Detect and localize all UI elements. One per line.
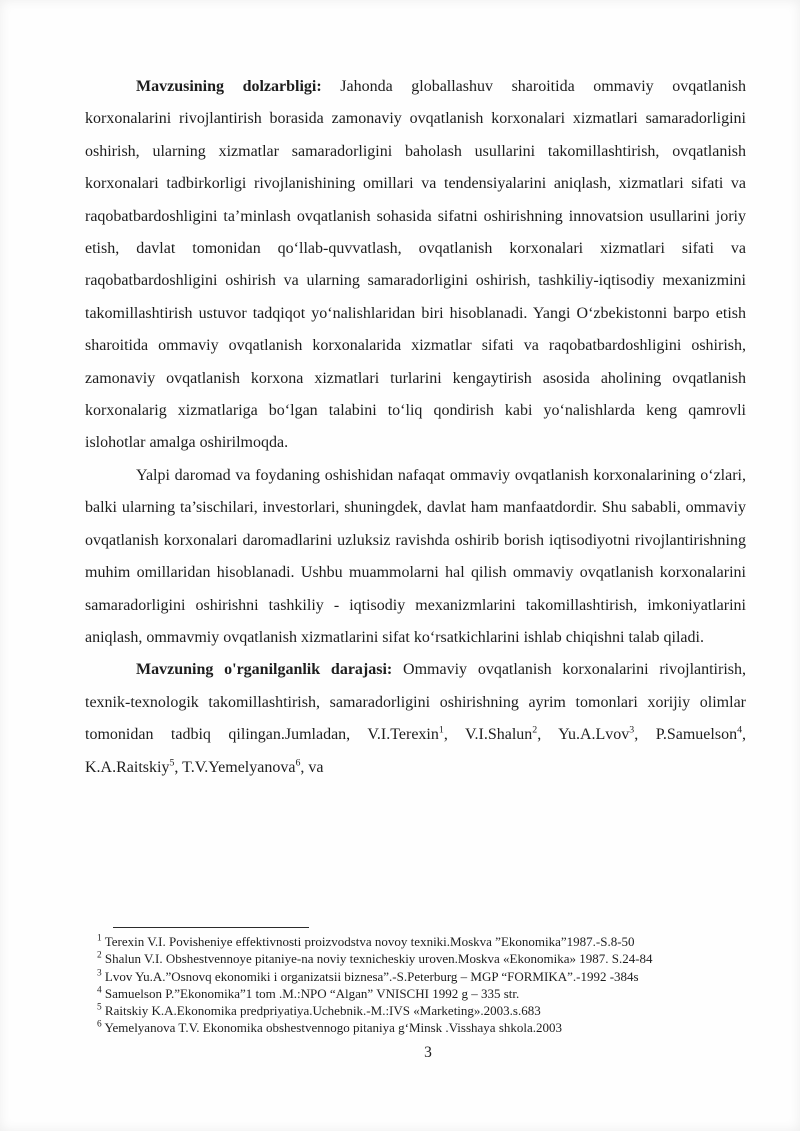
author-name: K.A.Raitskiy [85,758,170,776]
footnote-item [97,968,747,985]
author-ref [367,726,447,743]
footnotes-list [97,933,747,1037]
paragraph-study-degree [85,654,746,784]
footnote-ref-sup: 2 [532,724,538,736]
footnote-marker: 3 [97,968,102,979]
author-name: V.I.Terexin [367,726,439,744]
page-number: 3 [424,1044,432,1061]
paragraph-topicality-text: Jahonda globallashuv sharoitida ommaviy ovqatlanish korxonalarini rivojlantirish borasida zamonaviy ovqatlanish korxonalari xizmatlari samaradorligini oshirish, ularning xizmatlar samaradorligini baholash usullarini takomillashtirish, ovqatlanish korxonalari tadbirkorligi rivojlanishining omillari va tendensiyalarini aniqlash, xizmatlari sifati va raqobatbardoshligini ta’minlash ovqatlanish sohasida sifatni oshirishning innovatsion usullarini joriy etish, davlat tomonidan qo‘llab-quvvatlash, ovqatlanish korxonalari xizmatlari sifati va raqobatbardoshligini oshirish va ularning samaradorligini oshirish, tashkiliy-iqtisodiy mexanizmini takomillashtirish ustuvor tadqiqot yo‘nalishlaridan biri hisoblanadi. Yangi O‘zbekistonni barpo etish sharoitida ommaviy ovqatlanish korxonalarida xizmatlar sifati va raqobatbardoshligini oshirish, zamonaviy ovqatlanish korxona xizmatlari turlarini kengaytirish asosida aholining ovqatlanish korxonalarig xizmatlariga bo‘lgan talabini to‘liq qondirish kabi yo‘nalishlarda keng qamrovli islohotlar amalga oshirilmoqda. [85,78,746,452]
author-name: P.Samuelson [655,726,738,744]
footnote-text: Samuelson P.”Ekonomika”1 tom .M.:NPO “Algan” VNISCHI 1992 g – 335 str. [104,985,520,1001]
author-name: Yu.A.Lvov [558,726,630,744]
footnote-marker: 4 [97,985,102,996]
footnote-marker: 1 [97,933,102,944]
footnote-text: Lvov Yu.A.”Osnovq ekonomiki i organizatsii biznesa”.-S.Peterburg – MGP “FORMIKA”.-1992 -384s [104,968,639,984]
footnote-item [97,1002,747,1019]
paragraph-gross-income-text: Yalpi daromad va foydaning oshishidan nafaqat ommaviy ovqatlanish korxonalarining o‘zlari, balki ularning ta’sischilari, investorlari, shuningdek, davlat ham manfaatdordir. Shu sababli, ommaviy ovqatlanish korxonalari daromadlarini uzluksiz ravishda oshirib borish iqtisodiyotni rivojlantirishning muhim omillaridan hisoblanadi. Ushbu muammolarni hal qilish ommaviy ovqatlanish korxonalarini samaradorligini oshirishni tashkiliy - iqtisodiy mexanizmlarini takomillashtirish, imkoniyatlarini aniqlash, ommavmiy ovqatlanish xizmatlarini sifat ko‘rsatkichlarini ishlab chiqishni talab qiladi. [85,466,746,646]
footnote-marker: 5 [97,1002,102,1013]
author-name: T.V.Yemelyanova [182,758,296,776]
author-ref [656,726,746,743]
author-name: V.I.Shalun [465,726,533,744]
document-body [85,71,746,784]
footnote-item [97,985,747,1002]
author-separator: , [443,726,448,744]
footnote-ref-sup: 1 [438,724,444,736]
footnote-separator [113,927,309,928]
footnote-item [97,1019,747,1036]
footnote-ref-sup: 5 [169,757,175,769]
author-separator: , [174,758,179,776]
footnote-ref-sup: 3 [629,724,635,736]
footnote-ref-sup: 4 [737,724,743,736]
author-ref [558,726,638,743]
footnote-text: Raitskiy K.A.Ekonomika predpriyatiya.Uchebnik.-M.:IVS «Marketing».2003.s.683 [104,1003,541,1019]
author-separator: , va [300,758,324,776]
author-separator: , [742,726,747,744]
author-separator: , [634,726,639,744]
footnote-text: Terexin V.I. Povisheniye effektivnosti proizvodstva novoy texniki.Moskva ”Ekonomika”1987.-S.8-50 [104,934,635,949]
paragraph-study-degree-heading: Mavzuning o'rganilganlik darajasi: [136,661,393,679]
author-ref [182,759,323,776]
paragraph-gross-income [85,460,746,654]
paragraph-topicality-heading: Mavzusining dolzarbligi: [136,78,322,95]
author-ref [85,759,178,776]
footnote-marker: 2 [97,950,102,961]
footnote-text: Shalun V.I. Obshestvennoye pitaniye-na noviy texnicheskiy uroven.Moskva «Ekonomika» 1987. S.24-84 [104,951,653,967]
footnote-ref-sup: 6 [295,757,301,769]
footnote-item [97,950,747,967]
paragraph-study-degree-text: Ommaviy ovqatlanish korxonalarini rivojlantirish, texnik-texnologik takomillashtirish, samaradorligini oshirishning ayrim tomonlari xorijiy olimlar tomonidan tadbiq qilingan.Jumladan, [85,661,746,744]
paragraph-topicality [85,71,746,460]
author-separator: , [537,726,542,744]
footnote-text: Yemelyanova T.V. Ekonomika obshestvennogo pitaniya g‘Minsk .Visshaya shkola.2003 [104,1020,563,1036]
footnote-marker: 6 [97,1020,102,1031]
author-ref [465,726,541,743]
footnote-item [97,933,747,950]
